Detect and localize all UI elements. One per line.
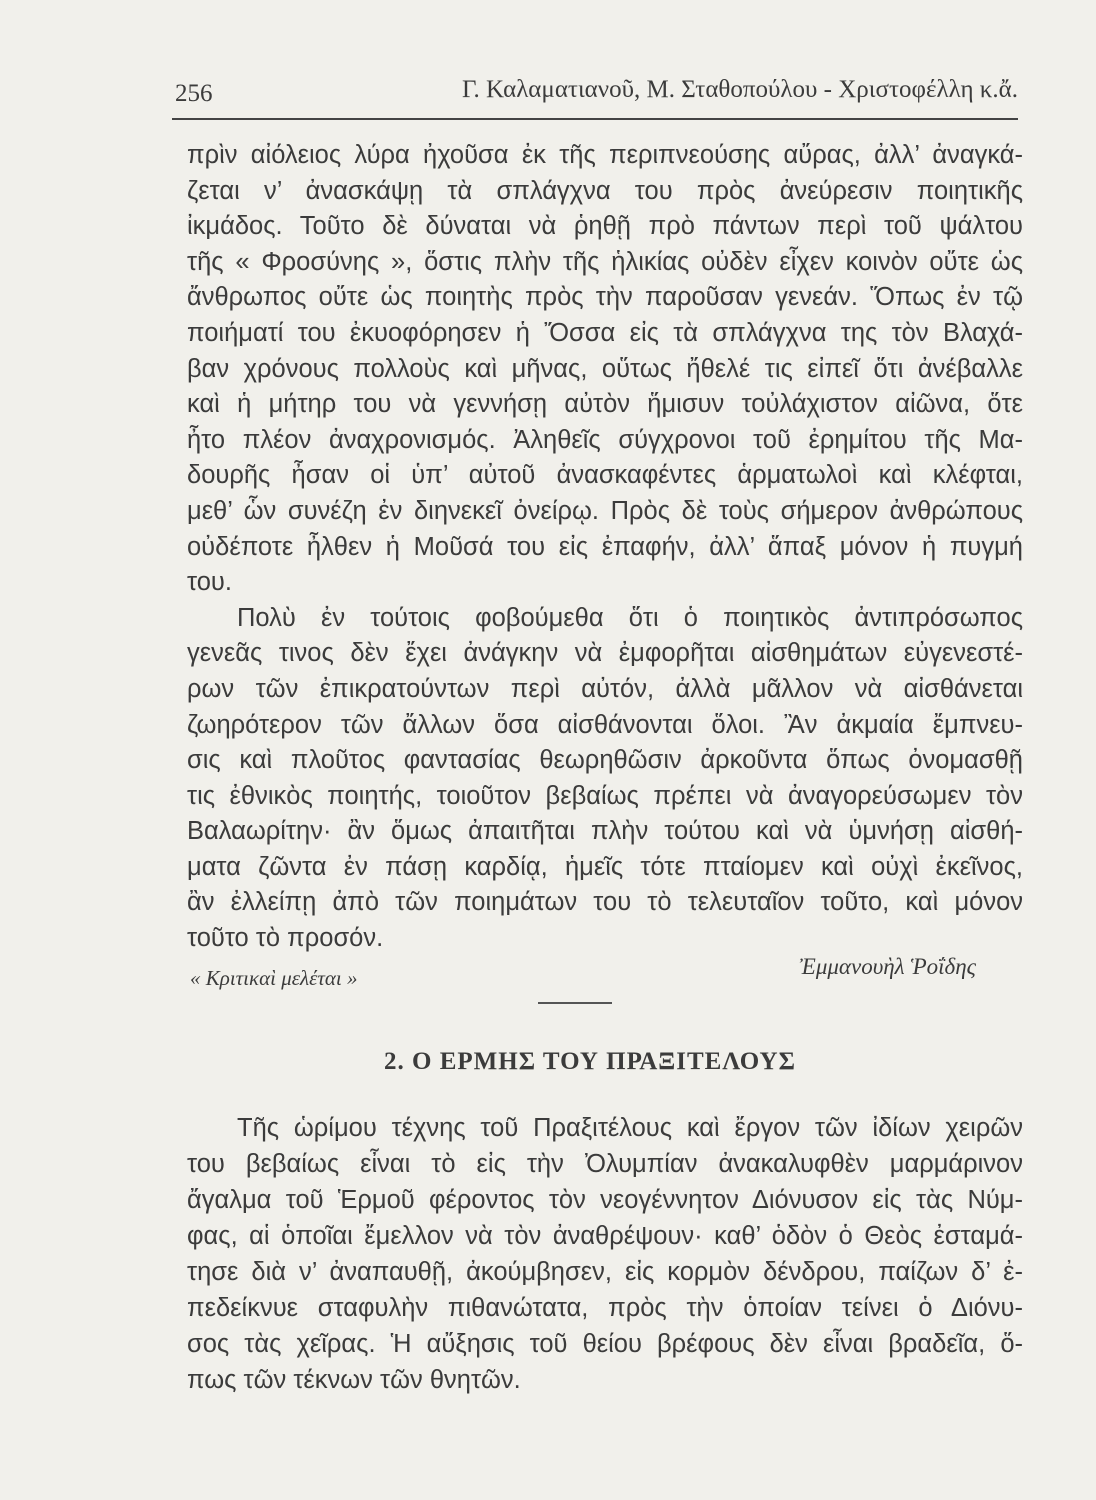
text-line: ἦτο πλέον ἀναχρονισμός. Ἀληθεῖς σύγχρονοι τοῦ ἐρημίτου τῆς Μα- — [187, 425, 1023, 454]
text-line: ζεται ν’ ἀνασκάψῃ τὰ σπλάγχνα του πρὸς ἀνεύρεσιν ποιητικῆς — [187, 176, 1023, 205]
text-line: πρὶν αἰόλειος λύρα ἠχοῦσα ἐκ τῆς περιπνεούσης αὔρας, ἀλλ’ ἀναγκά- — [187, 141, 1023, 169]
text-line: φας, αἱ ὁποῖαι ἔμελλον νὰ τὸν ἀναθρέψουν· καθ’ ὁδὸν ὁ Θεὸς ἐσταμά- — [187, 1222, 1023, 1250]
header-rule — [172, 118, 1018, 120]
running-title: Γ. Καλαματιανοῦ, Μ. Σταθοπούλου - Χριστοφέλλη κ.ἄ. — [462, 76, 1018, 103]
text-line: τις ἐθνικὸς ποιητής, τοιοῦτον βεβαίως πρέπει νὰ ἀναγορεύσωμεν τὸν — [187, 781, 1023, 810]
section-text — [187, 1110, 1023, 1398]
section-divider — [538, 1002, 612, 1004]
text-line: τησε διὰ ν’ ἀναπαυθῇ, ἀκούμβησεν, εἰς κορμὸν δένδρου, παίζων δ’ ἐ- — [187, 1258, 1023, 1286]
text-line: ἂν ἐλλείπῃ ἀπὸ τῶν ποιημάτων του τὸ τελευταῖον τοῦτο, καὶ μόνον — [187, 888, 1023, 917]
excerpt-source: « Κριτικαὶ μελέται » — [190, 966, 358, 990]
excerpt-text — [187, 138, 1023, 957]
text-line: ποιήματί του ἐκυοφόρησεν ἡ Ὄσσα εἰς τὰ σπλάγχνα της τὸν Βλαχά- — [187, 318, 1023, 347]
text-line: πεδείκνυε σταφυλὴν πιθανώτατα, πρὸς τὴν ὁποίαν τείνει ὁ Διόνυ- — [187, 1294, 1023, 1322]
text-line: σος τὰς χεῖρας. Ἡ αὔξησις τοῦ θείου βρέφους δὲν εἶναι βραδεῖα, ὅ- — [187, 1330, 1023, 1358]
text-line: του. — [187, 568, 232, 597]
text-line: του βεβαίως εἶναι τὸ εἰς τὴν Ὀλυμπίαν ἀνακαλυφθὲν μαρμάρινον — [187, 1150, 1023, 1178]
section-heading: 2. Ο ΕΡΜΗΣ ΤΟΥ ΠΡΑΞΙΤΕΛΟΥΣ — [384, 1048, 796, 1075]
text-line: Βαλαωρίτην· ἂν ὅμως ἀπαιτῆται πλὴν τούτου καὶ νὰ ὑμνήσῃ αἰσθή- — [187, 817, 1023, 846]
text-line: ματα ζῶντα ἐν πάσῃ καρδίᾳ, ἡμεῖς τότε πταίομεν καὶ οὐχὶ ἐκεῖνος, — [187, 852, 1023, 881]
text-line: δουρῆς ἦσαν οἱ ὑπ’ αὐτοῦ ἀνασκαφέντες ἁρματωλοὶ καὶ κλέφται, — [187, 461, 1023, 490]
text-line: γενεᾶς τινος δὲν ἔχει ἀνάγκην νὰ ἐμφορῆται αἰσθημάτων εὐγενεστέ- — [187, 639, 1023, 668]
text-line: οὐδέποτε ἦλθεν ἡ Μοῦσά του εἰς ἐπαφήν, ἀλλ’ ἅπαξ μόνον ἡ πυγμή — [187, 532, 1023, 561]
text-line: ἄγαλμα τοῦ Ἑρμοῦ φέροντος τὸν νεογέννητον Διόνυσον εἰς τὰς Νύμ- — [187, 1186, 1023, 1214]
text-line: καὶ ἡ μήτηρ του νὰ γεννήσῃ αὐτὸν ἥμισυν τοὐλάχιστον αἰῶνα, ὅτε — [187, 390, 1023, 419]
text-line: τῆς « Φροσύνης », ὅστις πλὴν τῆς ἡλικίας οὐδὲν εἶχεν κοινὸν οὔτε ὡς — [187, 247, 1023, 276]
text-line: ἰκμάδος. Τοῦτο δὲ δύναται νὰ ῥηθῇ πρὸ πάντων περὶ τοῦ ψάλτου — [187, 212, 1023, 241]
text-line: βαν χρόνους πολλοὺς καὶ μῆνας, οὕτως ἤθελέ τις εἰπεῖ ὅτι ἀνέβαλλε — [187, 354, 1023, 383]
text-line: μεθ’ ὧν συνέζη ἐν διηνεκεῖ ὀνείρῳ. Πρὸς δὲ τοὺς σήμερον ἀνθρώπους — [187, 496, 1023, 525]
text-line: πως τῶν τέκνων τῶν θνητῶν. — [187, 1366, 521, 1394]
text-line: σις καὶ πλοῦτος φαντασίας θεωρηθῶσιν ἀρκοῦντα ὅπως ὀνομασθῇ — [187, 746, 1023, 775]
text-line: ἄνθρωπος οὔτε ὡς ποιητὴς πρὸς τὴν παροῦσαν γενεάν. Ὅπως ἐν τῷ — [187, 283, 1023, 312]
page-number: 256 — [175, 80, 213, 107]
text-line: ζωηρότερον τῶν ἄλλων ὅσα αἰσθάνονται ὅλοι. Ἂν ἀκμαία ἔμπνευ- — [187, 710, 1023, 739]
text-line: τοῦτο τὸ προσόν. — [187, 924, 384, 953]
text-line: Τῆς ὡρίμου τέχνης τοῦ Πραξιτέλους καὶ ἔργον τῶν ἰδίων χειρῶν — [237, 1114, 1023, 1142]
excerpt-author: Ἐμμανουὴλ Ῥοΐδης — [799, 954, 976, 979]
text-line: ρων τῶν ἐπικρατούντων περὶ αὐτόν, ἀλλὰ μᾶλλον νὰ αἰσθάνεται — [187, 674, 1023, 703]
text-line: Πολὺ ἐν τούτοις φοβούμεθα ὅτι ὁ ποιητικὸς ἀντιπρόσωπος — [237, 603, 1023, 632]
